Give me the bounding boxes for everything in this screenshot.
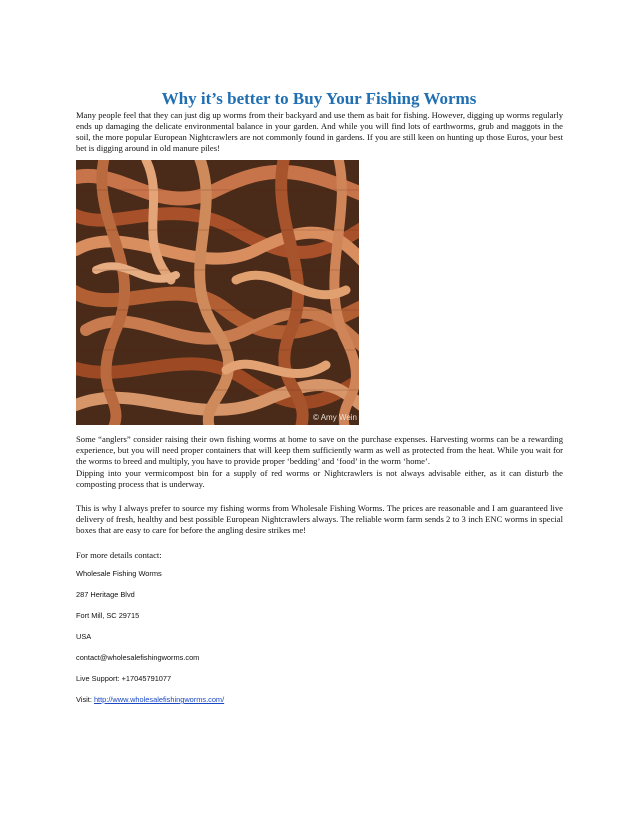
contact-company: Wholesale Fishing Worms — [76, 569, 162, 578]
contact-email: contact@wholesalefishingworms.com — [76, 653, 200, 662]
photo-credit: © Amy Wein — [313, 413, 357, 422]
vermicompost-paragraph: Dipping into your vermicompost bin for a supply of red worms or Nightcrawlers is not always advisable either, as it can disturb the composting process that is underway. — [76, 468, 563, 489]
visit-label: Visit: — [76, 695, 94, 704]
contact-intro: For more details contact: — [76, 550, 162, 560]
contact-support: Live Support: +17045791077 — [76, 674, 172, 683]
contact-country: USA — [76, 632, 92, 641]
contact-visit — [76, 695, 224, 704]
intro-paragraph: Many people feel that they can just dig up worms from their backyard and use them as bait for fishing. However, digging up worms regularly ends up damaging the delicate environmental balance in your garden. And while you will find lots of earthworms, grub and maggots in the soil, the more popular European Nightcrawlers are not commonly found in gardens. If you are still keen on hunting up those Euros, your best bet is digging around in old manure piles! — [76, 110, 563, 153]
worms-illustration — [76, 160, 359, 425]
worms-photo — [76, 160, 359, 425]
contact-street: 287 Heritage Blvd — [76, 590, 135, 599]
source-paragraph: This is why I always prefer to source my fishing worms from Wholesale Fishing Worms. The prices are reasonable and I am guaranteed live delivery of fresh, healthy and best possible European Nightcrawlers always. The reliable worm farm sends 2 to 3 inch ENC worms in special boxes that are easy to care for before the angling desire strikes me! — [76, 503, 563, 535]
website-link[interactable]: http://www.wholesalefishingworms.com/ — [93, 695, 225, 704]
anglers-paragraph: Some “anglers” consider raising their own fishing worms at home to save on the purchase expenses. Harvesting worms can be a rewarding experience, but you will need proper containers that will keep them sufficiently warm as well as protected from the heat. While you wait for the worms to breed and multiply, you have to provide proper ‘bedding’ and ‘food’ in the worm ‘home’. — [76, 434, 563, 466]
contact-city: Fort Mill, SC 29715 — [76, 611, 140, 620]
page-title: Why it’s better to Buy Your Fishing Worms — [161, 89, 477, 109]
